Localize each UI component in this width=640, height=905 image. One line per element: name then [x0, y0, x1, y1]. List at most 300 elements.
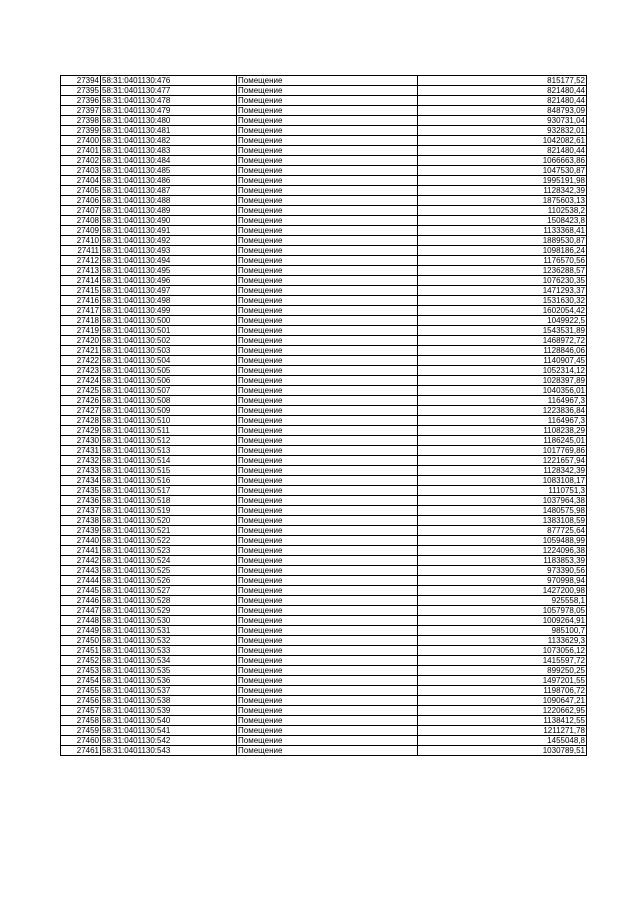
cadastral-number-cell: 58:31:0401130:520: [101, 516, 237, 526]
table-row: [61, 556, 587, 566]
cadastral-value-cell: 1176570,56: [418, 256, 587, 266]
object-type-cell: Помещение: [237, 216, 418, 226]
object-type-cell: Помещение: [237, 416, 418, 426]
object-type-cell: Помещение: [237, 336, 418, 346]
object-type-cell: Помещение: [237, 556, 418, 566]
row-number-cell: 27423: [61, 366, 101, 376]
object-type-cell: Помещение: [237, 96, 418, 106]
table-row: [61, 226, 587, 236]
table-row: [61, 106, 587, 116]
table-row: [61, 516, 587, 526]
cadastral-number-cell: 58:31:0401130:529: [101, 606, 237, 616]
object-type-cell: Помещение: [237, 646, 418, 656]
table-row: [61, 376, 587, 386]
cadastral-number-cell: 58:31:0401130:535: [101, 666, 237, 676]
object-type-cell: Помещение: [237, 536, 418, 546]
table-row: [61, 576, 587, 586]
cadastral-value-cell: 1059488,99: [418, 536, 587, 546]
cadastral-number-cell: 58:31:0401130:482: [101, 136, 237, 146]
table-row: [61, 416, 587, 426]
row-number-cell: 27397: [61, 106, 101, 116]
object-type-cell: Помещение: [237, 326, 418, 336]
row-number-cell: 27403: [61, 166, 101, 176]
object-type-cell: Помещение: [237, 396, 418, 406]
cadastral-value-cell: 1057978,05: [418, 606, 587, 616]
table-row: [61, 326, 587, 336]
row-number-cell: 27414: [61, 276, 101, 286]
object-type-cell: Помещение: [237, 106, 418, 116]
row-number-cell: 27411: [61, 246, 101, 256]
cadastral-number-cell: 58:31:0401130:538: [101, 696, 237, 706]
cadastral-number-cell: 58:31:0401130:506: [101, 376, 237, 386]
row-number-cell: 27427: [61, 406, 101, 416]
object-type-cell: Помещение: [237, 356, 418, 366]
cadastral-value-cell: 1140907,45: [418, 356, 587, 366]
cadastral-number-cell: 58:31:0401130:495: [101, 266, 237, 276]
object-type-cell: Помещение: [237, 436, 418, 446]
cadastral-value-cell: 1531630,32: [418, 296, 587, 306]
cadastral-value-cell: 848793,09: [418, 106, 587, 116]
cadastral-value-cell: 1009264,91: [418, 616, 587, 626]
table-row: [61, 126, 587, 136]
object-type-cell: Помещение: [237, 206, 418, 216]
object-type-cell: Помещение: [237, 236, 418, 246]
row-number-cell: 27431: [61, 446, 101, 456]
table-row: [61, 96, 587, 106]
cadastral-number-cell: 58:31:0401130:483: [101, 146, 237, 156]
cadastral-value-cell: 1128846,06: [418, 346, 587, 356]
cadastral-number-cell: 58:31:0401130:501: [101, 326, 237, 336]
cadastral-value-cell: 1471293,37: [418, 286, 587, 296]
object-type-cell: Помещение: [237, 246, 418, 256]
row-number-cell: 27441: [61, 546, 101, 556]
cadastral-value-cell: 821480,44: [418, 86, 587, 96]
object-type-cell: Помещение: [237, 406, 418, 416]
table-row: [61, 706, 587, 716]
object-type-cell: Помещение: [237, 506, 418, 516]
table-row: [61, 76, 587, 86]
object-type-cell: Помещение: [237, 446, 418, 456]
table-body: [61, 76, 587, 756]
row-number-cell: 27415: [61, 286, 101, 296]
object-type-cell: Помещение: [237, 146, 418, 156]
object-type-cell: Помещение: [237, 126, 418, 136]
object-type-cell: Помещение: [237, 196, 418, 206]
cadastral-number-cell: 58:31:0401130:477: [101, 86, 237, 96]
cadastral-number-cell: 58:31:0401130:525: [101, 566, 237, 576]
cadastral-number-cell: 58:31:0401130:486: [101, 176, 237, 186]
table-row: [61, 446, 587, 456]
cadastral-number-cell: 58:31:0401130:526: [101, 576, 237, 586]
cadastral-value-cell: 1211271,78: [418, 726, 587, 736]
cadastral-number-cell: 58:31:0401130:476: [101, 76, 237, 86]
cadastral-value-cell: 1133368,41: [418, 226, 587, 236]
object-type-cell: Помещение: [237, 656, 418, 666]
cadastral-number-cell: 58:31:0401130:480: [101, 116, 237, 126]
table-row: [61, 656, 587, 666]
cadastral-number-cell: 58:31:0401130:523: [101, 546, 237, 556]
table-row: [61, 666, 587, 676]
cadastral-value-cell: 1102538,2: [418, 206, 587, 216]
cadastral-value-cell: 1066663,86: [418, 156, 587, 166]
row-number-cell: 27394: [61, 76, 101, 86]
table-row: [61, 506, 587, 516]
cadastral-value-cell: 1128342,39: [418, 466, 587, 476]
row-number-cell: 27424: [61, 376, 101, 386]
cadastral-number-cell: 58:31:0401130:534: [101, 656, 237, 666]
row-number-cell: 27430: [61, 436, 101, 446]
cadastral-value-cell: 1128342,39: [418, 186, 587, 196]
cadastral-number-cell: 58:31:0401130:496: [101, 276, 237, 286]
cadastral-number-cell: 58:31:0401130:484: [101, 156, 237, 166]
cadastral-number-cell: 58:31:0401130:540: [101, 716, 237, 726]
row-number-cell: 27434: [61, 476, 101, 486]
cadastral-value-cell: 973390,56: [418, 566, 587, 576]
table-row: [61, 746, 587, 756]
object-type-cell: Помещение: [237, 716, 418, 726]
table-row: [61, 196, 587, 206]
table-row: [61, 676, 587, 686]
row-number-cell: 27454: [61, 676, 101, 686]
cadastral-number-cell: 58:31:0401130:479: [101, 106, 237, 116]
cadastral-value-cell: 1052314,12: [418, 366, 587, 376]
row-number-cell: 27459: [61, 726, 101, 736]
table-row: [61, 186, 587, 196]
cadastral-number-cell: 58:31:0401130:478: [101, 96, 237, 106]
cadastral-value-cell: 1497201,55: [418, 676, 587, 686]
cadastral-value-cell: 970998,94: [418, 576, 587, 586]
row-number-cell: 27428: [61, 416, 101, 426]
table-row: [61, 486, 587, 496]
object-type-cell: Помещение: [237, 306, 418, 316]
object-type-cell: Помещение: [237, 626, 418, 636]
table-row: [61, 276, 587, 286]
row-number-cell: 27439: [61, 526, 101, 536]
cadastral-number-cell: 58:31:0401130:505: [101, 366, 237, 376]
table-row: [61, 136, 587, 146]
object-type-cell: Помещение: [237, 166, 418, 176]
row-number-cell: 27455: [61, 686, 101, 696]
cadastral-value-cell: 899250,25: [418, 666, 587, 676]
object-type-cell: Помещение: [237, 576, 418, 586]
object-type-cell: Помещение: [237, 586, 418, 596]
table-row: [61, 386, 587, 396]
object-type-cell: Помещение: [237, 426, 418, 436]
object-type-cell: Помещение: [237, 286, 418, 296]
object-type-cell: Помещение: [237, 616, 418, 626]
row-number-cell: 27396: [61, 96, 101, 106]
cadastral-value-cell: 1108238,29: [418, 426, 587, 436]
table-row: [61, 726, 587, 736]
row-number-cell: 27450: [61, 636, 101, 646]
object-type-cell: Помещение: [237, 76, 418, 86]
cadastral-value-cell: 1186245,01: [418, 436, 587, 446]
table-row: [61, 646, 587, 656]
cadastral-number-cell: 58:31:0401130:481: [101, 126, 237, 136]
table-row: [61, 436, 587, 446]
row-number-cell: 27447: [61, 606, 101, 616]
table-row: [61, 166, 587, 176]
table-row: [61, 426, 587, 436]
row-number-cell: 27436: [61, 496, 101, 506]
cadastral-number-cell: 58:31:0401130:491: [101, 226, 237, 236]
cadastral-value-cell: 1236288,57: [418, 266, 587, 276]
object-type-cell: Помещение: [237, 706, 418, 716]
table-row: [61, 396, 587, 406]
cadastral-number-cell: 58:31:0401130:492: [101, 236, 237, 246]
cadastral-number-cell: 58:31:0401130:507: [101, 386, 237, 396]
row-number-cell: 27452: [61, 656, 101, 666]
object-type-cell: Помещение: [237, 466, 418, 476]
object-type-cell: Помещение: [237, 676, 418, 686]
cadastral-value-cell: 1995191,98: [418, 176, 587, 186]
cadastral-number-cell: 58:31:0401130:524: [101, 556, 237, 566]
cadastral-value-cell: 925558,1: [418, 596, 587, 606]
table-row: [61, 256, 587, 266]
row-number-cell: 27432: [61, 456, 101, 466]
cadastral-number-cell: 58:31:0401130:533: [101, 646, 237, 656]
table-row: [61, 366, 587, 376]
cadastral-number-cell: 58:31:0401130:528: [101, 596, 237, 606]
cadastral-number-cell: 58:31:0401130:494: [101, 256, 237, 266]
cadastral-value-cell: 1049922,5: [418, 316, 587, 326]
cadastral-value-cell: 1040356,01: [418, 386, 587, 396]
cadastral-value-cell: 1138412,55: [418, 716, 587, 726]
cadastral-value-cell: 1017769,86: [418, 446, 587, 456]
cadastral-number-cell: 58:31:0401130:487: [101, 186, 237, 196]
object-type-cell: Помещение: [237, 156, 418, 166]
row-number-cell: 27419: [61, 326, 101, 336]
cadastral-number-cell: 58:31:0401130:536: [101, 676, 237, 686]
cadastral-value-cell: 932832,01: [418, 126, 587, 136]
table-row: [61, 246, 587, 256]
object-type-cell: Помещение: [237, 186, 418, 196]
cadastral-number-cell: 58:31:0401130:514: [101, 456, 237, 466]
table-row: [61, 176, 587, 186]
row-number-cell: 27449: [61, 626, 101, 636]
row-number-cell: 27417: [61, 306, 101, 316]
object-type-cell: Помещение: [237, 606, 418, 616]
row-number-cell: 27446: [61, 596, 101, 606]
cadastral-value-cell: 877725,64: [418, 526, 587, 536]
object-type-cell: Помещение: [237, 636, 418, 646]
cadastral-number-cell: 58:31:0401130:511: [101, 426, 237, 436]
row-number-cell: 27412: [61, 256, 101, 266]
cadastral-number-cell: 58:31:0401130:521: [101, 526, 237, 536]
row-number-cell: 27416: [61, 296, 101, 306]
cadastral-number-cell: 58:31:0401130:527: [101, 586, 237, 596]
object-type-cell: Помещение: [237, 136, 418, 146]
row-number-cell: 27451: [61, 646, 101, 656]
object-type-cell: Помещение: [237, 686, 418, 696]
cadastral-number-cell: 58:31:0401130:532: [101, 636, 237, 646]
object-type-cell: Помещение: [237, 296, 418, 306]
cadastral-number-cell: 58:31:0401130:530: [101, 616, 237, 626]
row-number-cell: 27456: [61, 696, 101, 706]
cadastral-value-cell: 1164967,3: [418, 416, 587, 426]
object-type-cell: Помещение: [237, 516, 418, 526]
row-number-cell: 27413: [61, 266, 101, 276]
cadastral-value-cell: 1047530,87: [418, 166, 587, 176]
row-number-cell: 27458: [61, 716, 101, 726]
cadastral-number-cell: 58:31:0401130:516: [101, 476, 237, 486]
row-number-cell: 27438: [61, 516, 101, 526]
cadastral-number-cell: 58:31:0401130:510: [101, 416, 237, 426]
row-number-cell: 27461: [61, 746, 101, 756]
cadastral-value-cell: 1164967,3: [418, 396, 587, 406]
table-row: [61, 696, 587, 706]
cadastral-value-cell: 1098186,24: [418, 246, 587, 256]
cadastral-value-cell: 1042082,61: [418, 136, 587, 146]
object-type-cell: Помещение: [237, 666, 418, 676]
table-row: [61, 406, 587, 416]
cadastral-value-cell: 1073056,12: [418, 646, 587, 656]
table-row: [61, 206, 587, 216]
cadastral-table: [60, 75, 587, 756]
row-number-cell: 27395: [61, 86, 101, 96]
cadastral-value-cell: 1224096,38: [418, 546, 587, 556]
table-row: [61, 216, 587, 226]
cadastral-value-cell: 1183853,39: [418, 556, 587, 566]
cadastral-value-cell: 1602054,42: [418, 306, 587, 316]
cadastral-number-cell: 58:31:0401130:531: [101, 626, 237, 636]
cadastral-value-cell: 815177,52: [418, 76, 587, 86]
row-number-cell: 27400: [61, 136, 101, 146]
cadastral-number-cell: 58:31:0401130:504: [101, 356, 237, 366]
cadastral-value-cell: 985100,7: [418, 626, 587, 636]
cadastral-number-cell: 58:31:0401130:500: [101, 316, 237, 326]
cadastral-value-cell: 1455048,8: [418, 736, 587, 746]
object-type-cell: Помещение: [237, 386, 418, 396]
cadastral-number-cell: 58:31:0401130:485: [101, 166, 237, 176]
cadastral-number-cell: 58:31:0401130:508: [101, 396, 237, 406]
object-type-cell: Помещение: [237, 526, 418, 536]
row-number-cell: 27407: [61, 206, 101, 216]
cadastral-value-cell: 1875603,13: [418, 196, 587, 206]
row-number-cell: 27398: [61, 116, 101, 126]
cadastral-value-cell: 1468972,72: [418, 336, 587, 346]
cadastral-number-cell: 58:31:0401130:502: [101, 336, 237, 346]
cadastral-number-cell: 58:31:0401130:493: [101, 246, 237, 256]
cadastral-value-cell: 1383108,59: [418, 516, 587, 526]
cadastral-number-cell: 58:31:0401130:513: [101, 446, 237, 456]
cadastral-value-cell: 1028397,89: [418, 376, 587, 386]
table-row: [61, 86, 587, 96]
object-type-cell: Помещение: [237, 226, 418, 236]
object-type-cell: Помещение: [237, 746, 418, 756]
row-number-cell: 27399: [61, 126, 101, 136]
cadastral-number-cell: 58:31:0401130:512: [101, 436, 237, 446]
row-number-cell: 27425: [61, 386, 101, 396]
row-number-cell: 27444: [61, 576, 101, 586]
table-row: [61, 716, 587, 726]
table-row: [61, 356, 587, 366]
table-row: [61, 686, 587, 696]
cadastral-number-cell: 58:31:0401130:515: [101, 466, 237, 476]
object-type-cell: Помещение: [237, 486, 418, 496]
table-row: [61, 266, 587, 276]
object-type-cell: Помещение: [237, 376, 418, 386]
cadastral-value-cell: 1076230,35: [418, 276, 587, 286]
object-type-cell: Помещение: [237, 316, 418, 326]
cadastral-number-cell: 58:31:0401130:499: [101, 306, 237, 316]
object-type-cell: Помещение: [237, 596, 418, 606]
row-number-cell: 27457: [61, 706, 101, 716]
table-row: [61, 586, 587, 596]
cadastral-number-cell: 58:31:0401130:509: [101, 406, 237, 416]
object-type-cell: Помещение: [237, 266, 418, 276]
object-type-cell: Помещение: [237, 736, 418, 746]
object-type-cell: Помещение: [237, 726, 418, 736]
cadastral-value-cell: 1198706,72: [418, 686, 587, 696]
table-row: [61, 476, 587, 486]
row-number-cell: 27445: [61, 586, 101, 596]
table-row: [61, 456, 587, 466]
table-row: [61, 156, 587, 166]
table-row: [61, 496, 587, 506]
row-number-cell: 27401: [61, 146, 101, 156]
cadastral-number-cell: 58:31:0401130:489: [101, 206, 237, 216]
cadastral-number-cell: 58:31:0401130:490: [101, 216, 237, 226]
object-type-cell: Помещение: [237, 546, 418, 556]
row-number-cell: 27422: [61, 356, 101, 366]
object-type-cell: Помещение: [237, 496, 418, 506]
cadastral-number-cell: 58:31:0401130:543: [101, 746, 237, 756]
table-row: [61, 466, 587, 476]
table-row: [61, 526, 587, 536]
object-type-cell: Помещение: [237, 86, 418, 96]
table-row: [61, 236, 587, 246]
cadastral-number-cell: 58:31:0401130:539: [101, 706, 237, 716]
cadastral-value-cell: 1220662,95: [418, 706, 587, 716]
cadastral-number-cell: 58:31:0401130:498: [101, 296, 237, 306]
cadastral-number-cell: 58:31:0401130:542: [101, 736, 237, 746]
cadastral-value-cell: 1508423,8: [418, 216, 587, 226]
cadastral-number-cell: 58:31:0401130:503: [101, 346, 237, 356]
cadastral-number-cell: 58:31:0401130:488: [101, 196, 237, 206]
object-type-cell: Помещение: [237, 456, 418, 466]
row-number-cell: 27453: [61, 666, 101, 676]
cadastral-value-cell: 1037964,38: [418, 496, 587, 506]
table-row: [61, 306, 587, 316]
cadastral-value-cell: 821480,44: [418, 146, 587, 156]
row-number-cell: 27433: [61, 466, 101, 476]
object-type-cell: Помещение: [237, 176, 418, 186]
table-row: [61, 146, 587, 156]
cadastral-number-cell: 58:31:0401130:518: [101, 496, 237, 506]
row-number-cell: 27404: [61, 176, 101, 186]
row-number-cell: 27406: [61, 196, 101, 206]
row-number-cell: 27420: [61, 336, 101, 346]
table-row: [61, 606, 587, 616]
cadastral-value-cell: 1110751,3: [418, 486, 587, 496]
table-row: [61, 316, 587, 326]
object-type-cell: Помещение: [237, 346, 418, 356]
object-type-cell: Помещение: [237, 566, 418, 576]
row-number-cell: 27440: [61, 536, 101, 546]
object-type-cell: Помещение: [237, 476, 418, 486]
table-row: [61, 336, 587, 346]
table-row: [61, 346, 587, 356]
object-type-cell: Помещение: [237, 696, 418, 706]
cadastral-value-cell: 1427200,98: [418, 586, 587, 596]
cadastral-number-cell: 58:31:0401130:517: [101, 486, 237, 496]
row-number-cell: 27402: [61, 156, 101, 166]
cadastral-number-cell: 58:31:0401130:541: [101, 726, 237, 736]
cadastral-value-cell: 1415597,72: [418, 656, 587, 666]
row-number-cell: 27437: [61, 506, 101, 516]
row-number-cell: 27426: [61, 396, 101, 406]
